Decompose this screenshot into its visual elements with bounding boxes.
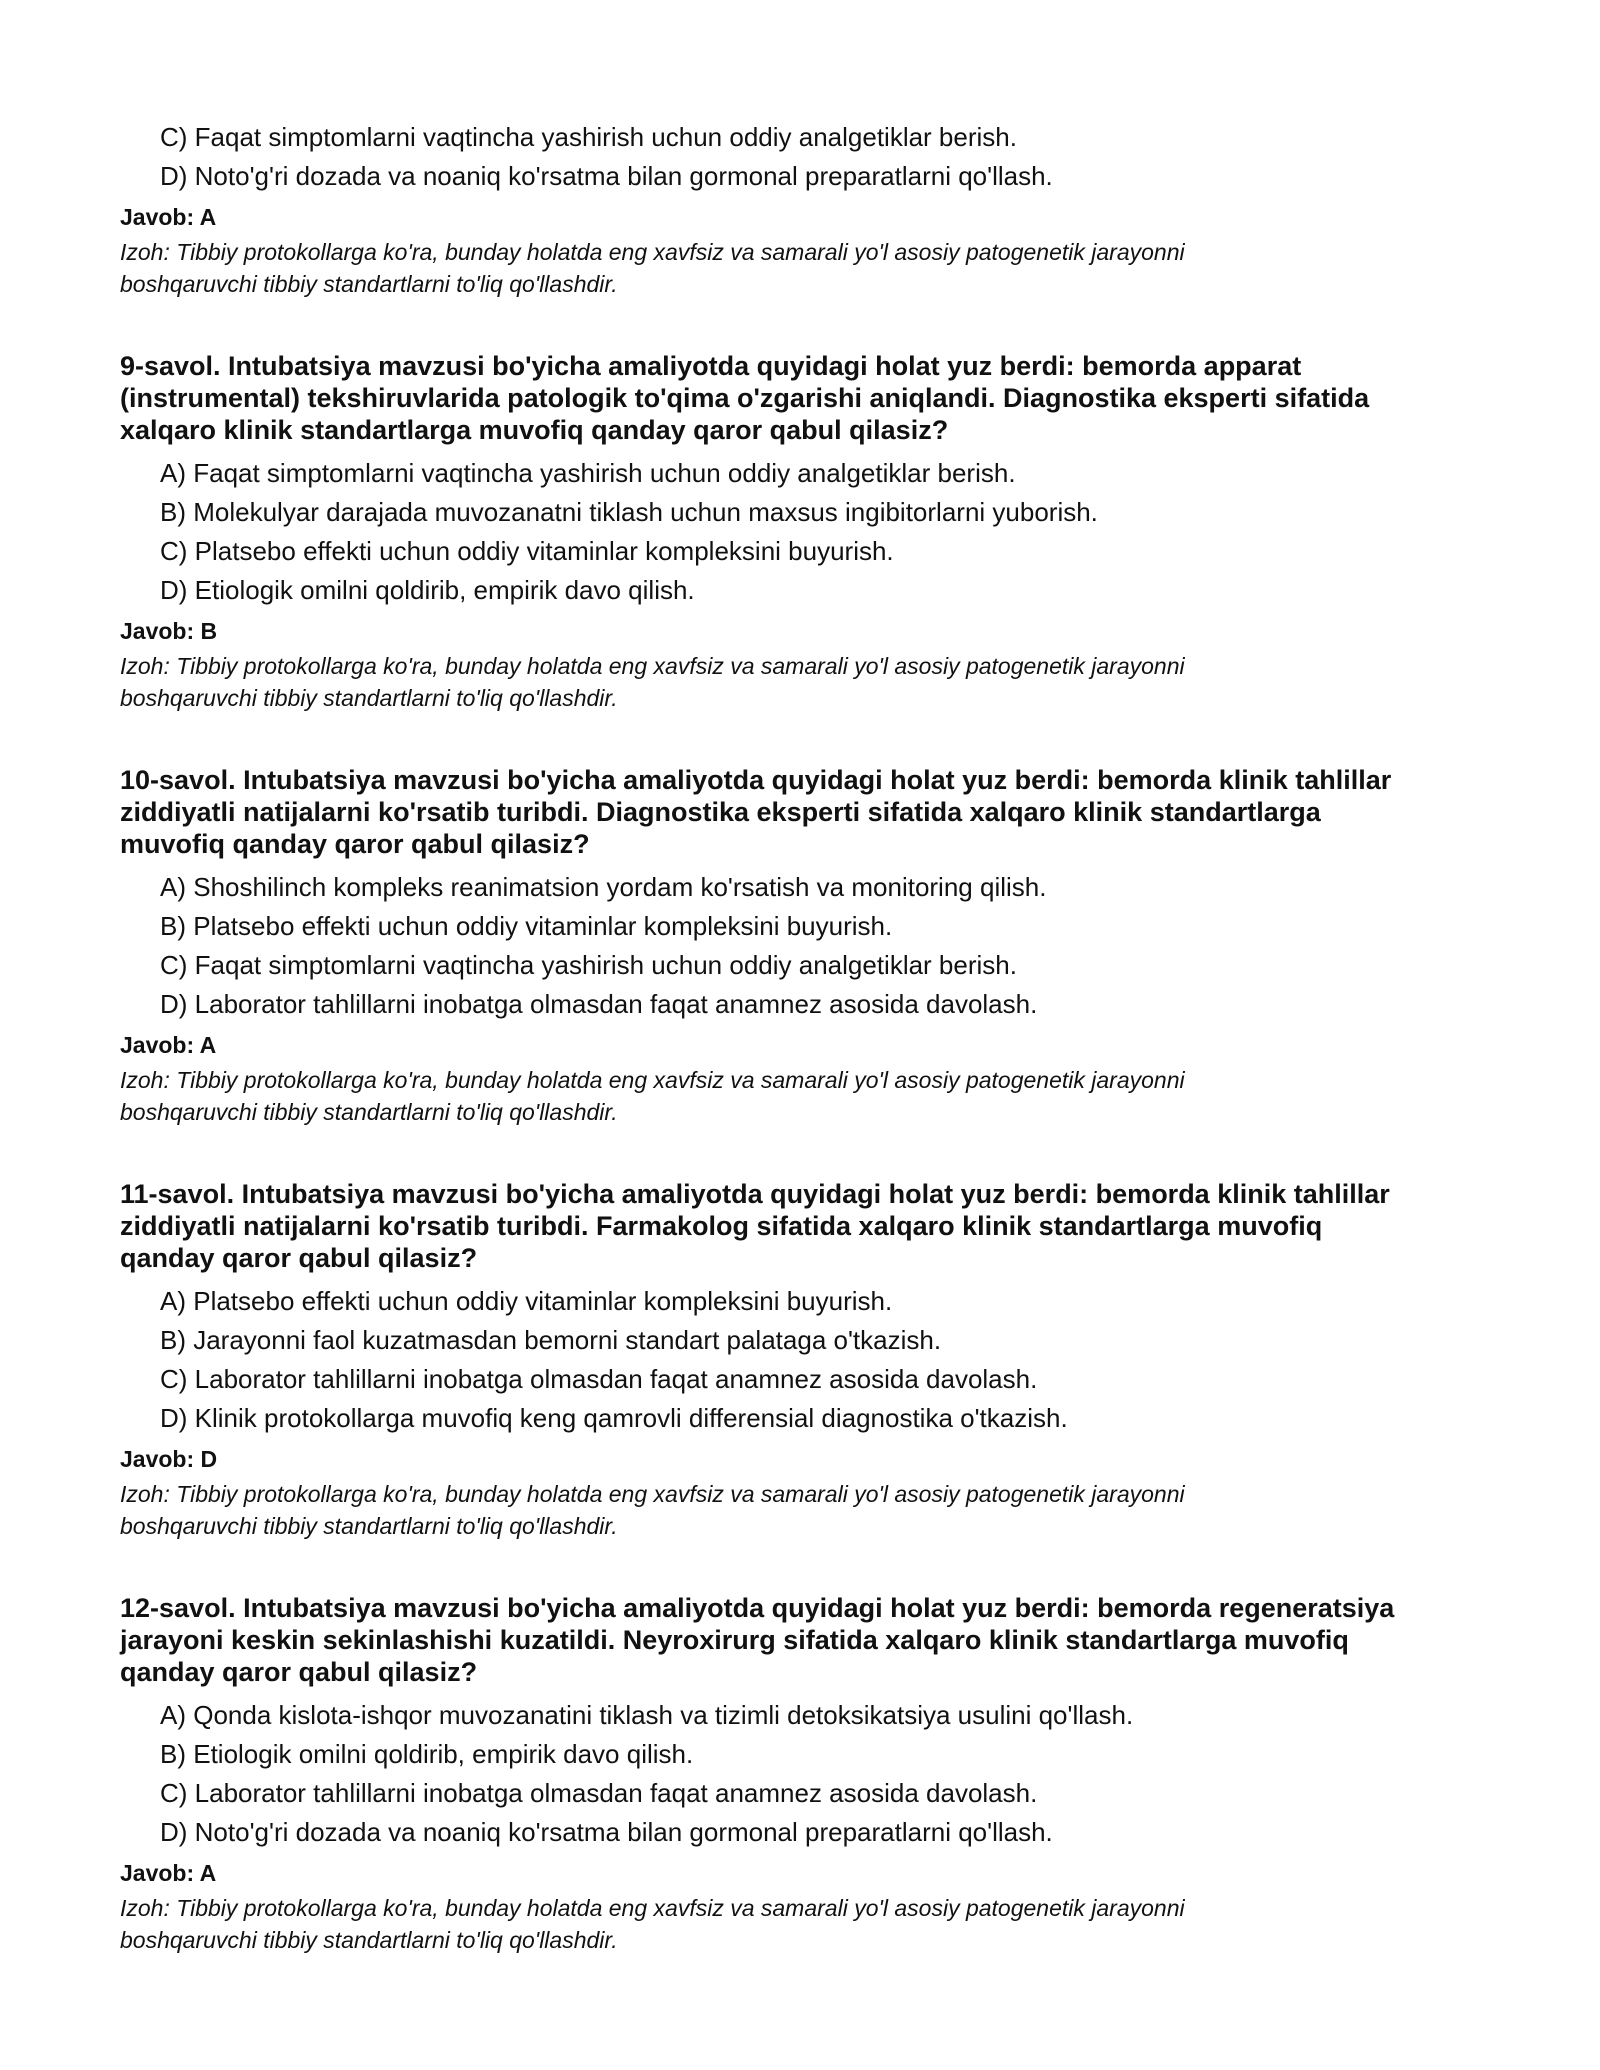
question-text (120, 1178, 1490, 1274)
answer-label: Javob: A (120, 1032, 217, 1058)
document-page (120, 118, 1490, 1956)
option-d: D) Noto'g'ri dozada va noaniq ko'rsatma bilan gormonal preparatlarni qo'llash. (160, 161, 1053, 191)
option-d: D) Etiologik omilni qoldirib, empirik davo qilish. (160, 575, 695, 605)
question-line: ziddiyatli natijalarni ko'rsatib turibdi. Farmakolog sifatida xalqaro klinik standartlarga muvofiq (120, 1211, 1323, 1241)
explanation-line: boshqaruvchi tibbiy standartlarni to'liq qo'llashdir. (120, 271, 618, 297)
option-d: D) Laborator tahlillarni inobatga olmasdan faqat anamnez asosida davolash. (160, 989, 1038, 1019)
question-line: muvofiq qanday qaror qabul qilasiz? (120, 829, 590, 859)
answer-label: Javob: D (120, 1446, 218, 1472)
option-d: D) Klinik protokollarga muvofiq keng qamrovli differensial diagnostika o'tkazish. (160, 1403, 1068, 1433)
option-b: B) Etiologik omilni qoldirib, empirik davo qilish. (160, 1739, 694, 1769)
question-line: qanday qaror qabul qilasiz? (120, 1657, 478, 1687)
question-line: ziddiyatli natijalarni ko'rsatib turibdi. Diagnostika eksperti sifatida xalqaro klinik standartlarga (120, 797, 1321, 827)
question-line: (instrumental) tekshiruvlarida patologik to'qima o'zgarishi aniqlandi. Diagnostika eksperti sifatida (120, 383, 1370, 413)
option-list (120, 868, 1490, 1024)
explanation-line: Izoh: Tibbiy protokollarga ko'ra, bunday holatda eng xavfsiz va samarali yo'l asosiy patogenetik jarayonni (120, 653, 1185, 679)
explanation-line: boshqaruvchi tibbiy standartlarni to'liq qo'llashdir. (120, 1099, 618, 1125)
option-c: C) Laborator tahlillarni inobatga olmasdan faqat anamnez asosida davolash. (160, 1778, 1038, 1808)
explanation-line: boshqaruvchi tibbiy standartlarni to'liq qo'llashdir. (120, 1513, 618, 1539)
option-c: C) Platsebo effekti uchun oddiy vitaminlar kompleksini buyurish. (160, 536, 894, 566)
explanation-note (120, 1478, 1490, 1542)
question-line: 10-savol. Intubatsiya mavzusi bo'yicha amaliyotda quyidagi holat yuz berdi: bemorda klinik tahlillar (120, 765, 1392, 795)
explanation-line: boshqaruvchi tibbiy standartlarni to'liq qo'llashdir. (120, 685, 618, 711)
question-line: xalqaro klinik standartlarga muvofiq qanday qaror qabul qilasiz? (120, 415, 949, 445)
option-a: A) Platsebo effekti uchun oddiy vitaminlar kompleksini buyurish. (160, 1286, 893, 1316)
option-a: A) Shoshilinch kompleks reanimatsion yordam ko'rsatish va monitoring qilish. (160, 872, 1047, 902)
question-line: 12-savol. Intubatsiya mavzusi bo'yicha amaliyotda quyidagi holat yuz berdi: bemorda regeneratsiya (120, 1593, 1395, 1623)
answer-label: Javob: B (120, 618, 218, 644)
question-block-continuation (120, 118, 1490, 300)
question-block-9 (120, 350, 1490, 714)
option-d: D) Noto'g'ri dozada va noaniq ko'rsatma bilan gormonal preparatlarni qo'llash. (160, 1817, 1053, 1847)
option-c: C) Faqat simptomlarni vaqtincha yashirish uchun oddiy analgetiklar berish. (160, 122, 1017, 152)
explanation-note (120, 650, 1490, 714)
option-a: A) Qonda kislota-ishqor muvozanatini tiklash va tizimli detoksikatsiya usulini qo'llash. (160, 1700, 1134, 1730)
question-line: jarayoni keskin sekinlashishi kuzatildi. Neyroxirurg sifatida xalqaro klinik standartlarga muvofiq (120, 1625, 1349, 1655)
question-line: qanday qaror qabul qilasiz? (120, 1243, 478, 1273)
option-c: C) Laborator tahlillarni inobatga olmasdan faqat anamnez asosida davolash. (160, 1364, 1038, 1394)
explanation-note (120, 1892, 1490, 1956)
explanation-note (120, 236, 1490, 300)
answer-label: Javob: A (120, 204, 217, 230)
question-block-10 (120, 764, 1490, 1128)
answer-label: Javob: A (120, 1860, 217, 1886)
explanation-line: Izoh: Tibbiy protokollarga ko'ra, bunday holatda eng xavfsiz va samarali yo'l asosiy patogenetik jarayonni (120, 1067, 1185, 1093)
question-text (120, 764, 1490, 860)
question-block-11 (120, 1178, 1490, 1542)
explanation-note (120, 1064, 1490, 1128)
option-list (120, 1282, 1490, 1438)
option-b: B) Molekulyar darajada muvozanatni tiklash uchun maxsus ingibitorlarni yuborish. (160, 497, 1098, 527)
explanation-line: Izoh: Tibbiy protokollarga ko'ra, bunday holatda eng xavfsiz va samarali yo'l asosiy patogenetik jarayonni (120, 239, 1185, 265)
option-b: B) Jarayonni faol kuzatmasdan bemorni standart palataga o'tkazish. (160, 1325, 942, 1355)
option-list (120, 454, 1490, 610)
option-b: B) Platsebo effekti uchun oddiy vitaminlar kompleksini buyurish. (160, 911, 893, 941)
question-text (120, 350, 1490, 446)
explanation-line: Izoh: Tibbiy protokollarga ko'ra, bunday holatda eng xavfsiz va samarali yo'l asosiy patogenetik jarayonni (120, 1895, 1185, 1921)
option-c: C) Faqat simptomlarni vaqtincha yashirish uchun oddiy analgetiklar berish. (160, 950, 1017, 980)
option-a: A) Faqat simptomlarni vaqtincha yashirish uchun oddiy analgetiklar berish. (160, 458, 1016, 488)
question-block-12 (120, 1592, 1490, 1956)
question-text (120, 1592, 1490, 1688)
option-list (120, 1696, 1490, 1852)
question-line: 9-savol. Intubatsiya mavzusi bo'yicha amaliyotda quyidagi holat yuz berdi: bemorda apparat (120, 351, 1302, 381)
option-list (120, 118, 1490, 196)
question-line: 11-savol. Intubatsiya mavzusi bo'yicha amaliyotda quyidagi holat yuz berdi: bemorda klinik tahlillar (120, 1179, 1390, 1209)
explanation-line: Izoh: Tibbiy protokollarga ko'ra, bunday holatda eng xavfsiz va samarali yo'l asosiy patogenetik jarayonni (120, 1481, 1185, 1507)
explanation-line: boshqaruvchi tibbiy standartlarni to'liq qo'llashdir. (120, 1927, 618, 1953)
